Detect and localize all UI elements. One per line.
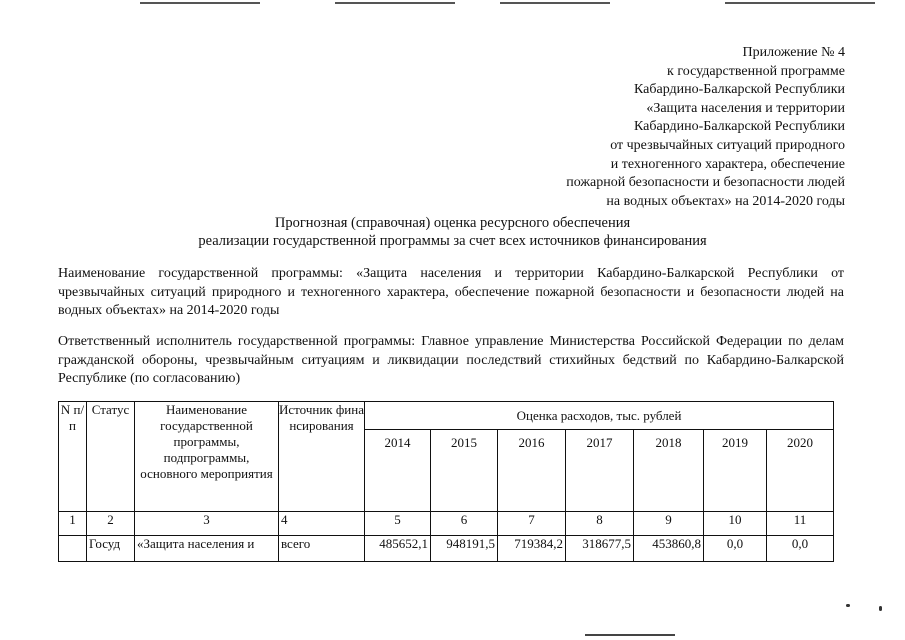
appendix-line: от чрезвычайных ситуаций природного — [610, 137, 845, 153]
row-name: «Защита населения и — [135, 536, 279, 562]
row-value-2016: 719384,2 — [498, 536, 566, 562]
column-number: 4 — [279, 512, 365, 536]
appendix-line: пожарной безопасности и безопасности людей — [566, 175, 845, 191]
appendix-line: на водных объектах» на 2014-2020 годы — [606, 193, 845, 209]
column-number: 7 — [498, 512, 566, 536]
year-header: 2015 — [431, 430, 498, 512]
appendix-line: Кабардино-Балкарской Республики — [634, 82, 845, 98]
header-status: Статус — [87, 402, 135, 512]
scan-artifact-top-2 — [335, 2, 455, 4]
row-value-2020: 0,0 — [767, 536, 834, 562]
appendix-line: к государственной программе — [667, 63, 845, 79]
row-value-2019: 0,0 — [704, 536, 767, 562]
budget-table — [58, 401, 834, 562]
scan-artifact-bottom — [585, 634, 675, 636]
header-source: Источник финансирования — [279, 402, 365, 512]
year-header: 2014 — [365, 430, 431, 512]
document-title-line-1: Прогнозная (справочная) оценка ресурсного обеспечения — [274, 215, 631, 231]
row-value-2018: 453860,8 — [634, 536, 704, 562]
row-value-2015: 948191,5 — [431, 536, 498, 562]
year-header: 2017 — [566, 430, 634, 512]
column-number: 10 — [704, 512, 767, 536]
year-header: 2019 — [704, 430, 767, 512]
program-name-paragraph: Наименование государственной программы: «Защита населения и территории Кабардино-Балкарской Республики от чрезвычайных ситуаций природного и техногенного характера, обеспечение пожарной безопасности и безопасности людей на водных объектах» на 2014-2020 годы — [58, 266, 844, 318]
header-estimate: Оценка расходов, тыс. рублей — [365, 402, 834, 430]
scan-artifact-top-3 — [500, 2, 610, 4]
year-header: 2016 — [498, 430, 566, 512]
scan-artifact-top-1 — [140, 2, 260, 4]
appendix-line: Приложение № 4 — [742, 45, 845, 60]
table-row — [59, 536, 834, 562]
scan-speck — [846, 604, 850, 607]
document-title — [0, 214, 905, 250]
column-number: 9 — [634, 512, 704, 536]
appendix-line: и техногенного характера, обеспечение — [610, 156, 845, 172]
executor-paragraph: Ответственный исполнитель государственной программы: Главное управление Министерства Российской Федерации по делам гражданской обороны, чрезвычайным ситуациям и ликвидации последствий стихийных бедствий по Кабардино-Балкарской Республике (по согласованию) — [58, 334, 844, 386]
header-num: N п/п — [59, 402, 87, 512]
column-number: 11 — [767, 512, 834, 536]
row-source: всего — [279, 536, 365, 562]
column-number: 2 — [87, 512, 135, 536]
document-title-line-2: реализации государственной программы за счет всех источников финансирования — [198, 233, 707, 249]
appendix-line: «Защита населения и территории — [646, 100, 845, 116]
row-value-2014: 485652,1 — [365, 536, 431, 562]
row-status: Госуд — [87, 536, 135, 562]
year-header: 2018 — [634, 430, 704, 512]
column-number: 6 — [431, 512, 498, 536]
row-num — [59, 536, 87, 562]
appendix-line: Кабардино-Балкарской Республики — [634, 119, 845, 135]
row-value-2017: 318677,5 — [566, 536, 634, 562]
column-number: 1 — [59, 512, 87, 536]
header-name: Наименование государственной программы, подпрограммы, основного мероприятия — [135, 402, 279, 512]
scan-speck — [879, 606, 882, 611]
appendix-header — [566, 44, 845, 211]
year-header: 2020 — [767, 430, 834, 512]
column-number: 5 — [365, 512, 431, 536]
column-number: 8 — [566, 512, 634, 536]
scan-artifact-top-4 — [725, 2, 875, 4]
column-number: 3 — [135, 512, 279, 536]
